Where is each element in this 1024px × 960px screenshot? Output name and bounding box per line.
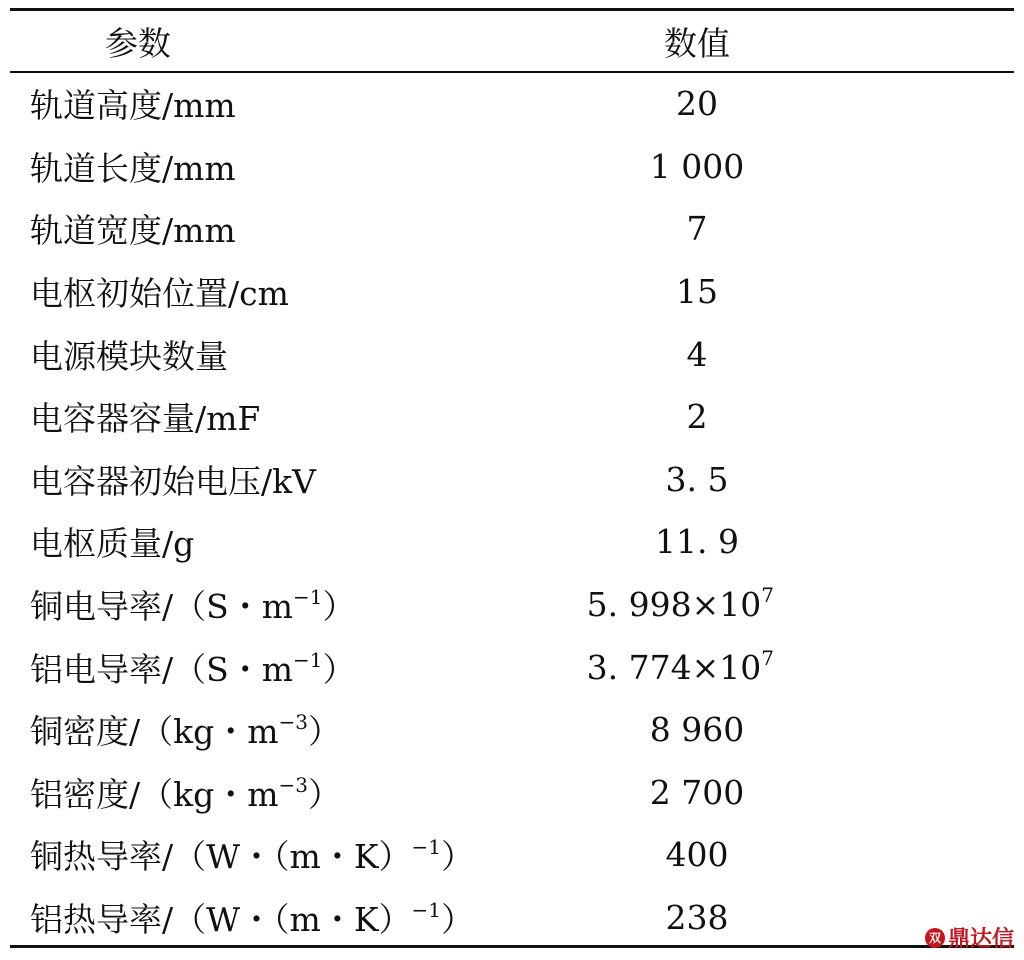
table-body — [10, 73, 1014, 949]
param-name: 铜热导率/（W・（m・K）$^{-1}$） — [30, 835, 474, 877]
param-value: 7 — [686, 209, 708, 249]
param-name: 轨道长度/mm — [30, 148, 236, 188]
table-row — [10, 573, 1014, 636]
param-name: 铝热导率/（W・（m・K）$^{-1}$） — [30, 898, 474, 940]
param-value: 8 960 — [649, 710, 745, 750]
param-value: 4 — [686, 334, 708, 374]
header-value: 数值 — [664, 23, 730, 63]
watermark-mark-icon: 双 — [925, 928, 945, 948]
param-value: 2 — [686, 397, 708, 437]
table-row — [10, 448, 1014, 511]
watermark-text: 鼎达信 — [947, 927, 1014, 952]
table-row — [10, 73, 1014, 136]
param-name: 轨道高度/mm — [30, 86, 236, 126]
table-row — [10, 886, 1014, 949]
table-row — [10, 260, 1014, 323]
watermark-logo — [925, 922, 1014, 953]
param-value: 238 — [665, 898, 729, 938]
param-value: 1 000 — [649, 146, 745, 186]
param-value: 400 — [665, 835, 729, 875]
unit-exponent: −1 — [411, 898, 441, 923]
unit-exponent: −1 — [293, 647, 323, 672]
value-exponent: 7 — [761, 583, 774, 608]
param-name: 电容器初始电压/kV — [30, 461, 316, 501]
param-name: 电容器容量/mF — [30, 399, 261, 439]
parameter-table — [10, 8, 1014, 949]
param-value: 3. $774\times 10^7$ — [586, 645, 774, 687]
param-name: 电枢初始位置/cm — [30, 274, 289, 314]
table-row — [10, 135, 1014, 198]
param-value: 3. 5 — [665, 459, 729, 499]
table-row — [10, 761, 1014, 824]
param-value: 11. 9 — [655, 522, 739, 562]
table-row — [10, 824, 1014, 887]
bottom-rule — [10, 945, 1014, 948]
param-value: 15 — [676, 272, 718, 312]
unit-exponent: −3 — [278, 772, 309, 797]
unit-exponent: −1 — [411, 835, 441, 860]
table-row — [10, 698, 1014, 761]
param-name: 轨道宽度/mm — [30, 211, 236, 251]
param-name: 铝电导率/（S・$m^{-1}$） — [30, 647, 356, 689]
param-value: 5. $998\times 10^7$ — [586, 583, 774, 625]
param-value: 20 — [676, 84, 718, 124]
table-row — [10, 385, 1014, 448]
param-name: 铜电导率/（S・$m^{-1}$） — [30, 585, 356, 627]
table-header — [10, 11, 1014, 71]
table-row — [10, 511, 1014, 574]
value-exponent: 7 — [761, 645, 774, 670]
param-value: 2 700 — [649, 772, 745, 812]
table-row — [10, 198, 1014, 261]
param-name: 铝密度/（kg・$m^{-3}$） — [30, 772, 342, 814]
header-param: 参数 — [105, 23, 171, 63]
unit-exponent: −1 — [293, 585, 323, 610]
param-name: 铜密度/（kg・$m^{-3}$） — [30, 710, 342, 752]
unit-exponent: −3 — [278, 710, 309, 735]
table-row — [10, 636, 1014, 699]
param-name: 电枢质量/g — [30, 524, 195, 564]
table-row — [10, 323, 1014, 386]
param-name: 电源模块数量 — [30, 336, 228, 376]
